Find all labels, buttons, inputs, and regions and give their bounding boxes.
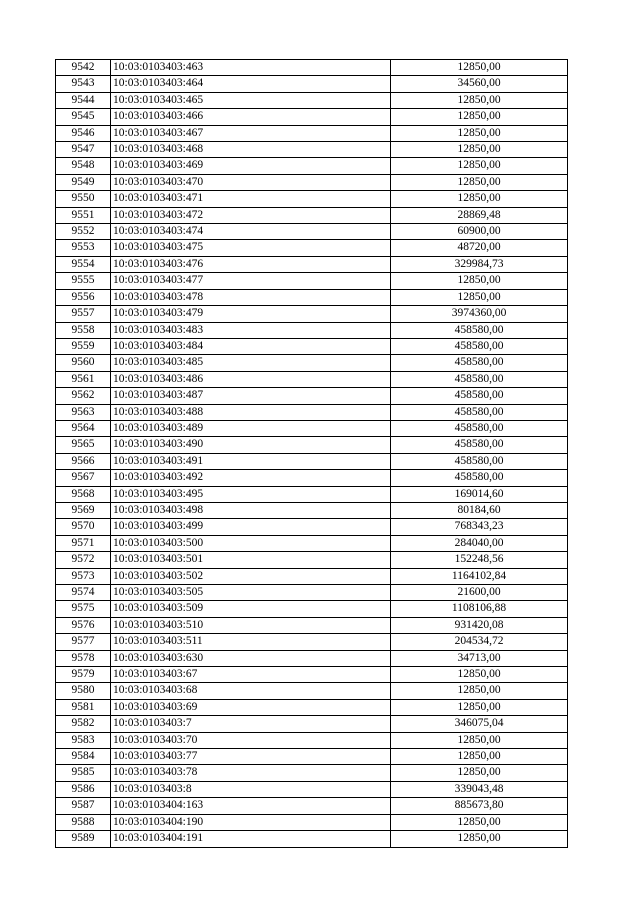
cadastral-code-cell: 10:03:0103404:163 xyxy=(111,798,391,814)
row-number-cell: 9576 xyxy=(56,617,111,633)
amount-cell: 458580,00 xyxy=(391,338,568,354)
table-row xyxy=(56,568,568,584)
table-row xyxy=(56,125,568,141)
cadastral-code-cell: 10:03:0103403:500 xyxy=(111,535,391,551)
amount-cell: 80184,60 xyxy=(391,502,568,518)
row-number-cell: 9550 xyxy=(56,191,111,207)
table-row xyxy=(56,585,568,601)
cadastral-code-cell: 10:03:0103403:463 xyxy=(111,60,391,76)
amount-cell: 458580,00 xyxy=(391,420,568,436)
table-row xyxy=(56,831,568,847)
table-row xyxy=(56,732,568,748)
table-row xyxy=(56,667,568,683)
amount-cell: 60900,00 xyxy=(391,224,568,240)
cadastral-code-cell: 10:03:0103403:501 xyxy=(111,552,391,568)
amount-cell: 284040,00 xyxy=(391,535,568,551)
amount-cell: 12850,00 xyxy=(391,683,568,699)
table-row xyxy=(56,224,568,240)
table-row xyxy=(56,453,568,469)
table-row xyxy=(56,437,568,453)
cadastral-code-cell: 10:03:0103403:509 xyxy=(111,601,391,617)
table-row xyxy=(56,60,568,76)
amount-cell: 1108106,88 xyxy=(391,601,568,617)
cadastral-code-cell: 10:03:0103403:495 xyxy=(111,486,391,502)
amount-cell: 329984,73 xyxy=(391,256,568,272)
cadastral-code-cell: 10:03:0103403:8 xyxy=(111,781,391,797)
table-row xyxy=(56,552,568,568)
row-number-cell: 9577 xyxy=(56,634,111,650)
cadastral-code-cell: 10:03:0103403:67 xyxy=(111,667,391,683)
row-number-cell: 9571 xyxy=(56,535,111,551)
table-row xyxy=(56,207,568,223)
row-number-cell: 9580 xyxy=(56,683,111,699)
amount-cell: 12850,00 xyxy=(391,749,568,765)
table-row xyxy=(56,158,568,174)
cadastral-code-cell: 10:03:0103403:477 xyxy=(111,273,391,289)
row-number-cell: 9585 xyxy=(56,765,111,781)
table-row xyxy=(56,289,568,305)
amount-cell: 21600,00 xyxy=(391,585,568,601)
row-number-cell: 9561 xyxy=(56,371,111,387)
row-number-cell: 9587 xyxy=(56,798,111,814)
row-number-cell: 9584 xyxy=(56,749,111,765)
table-row xyxy=(56,371,568,387)
row-number-cell: 9545 xyxy=(56,109,111,125)
row-number-cell: 9575 xyxy=(56,601,111,617)
cadastral-code-cell: 10:03:0103403:467 xyxy=(111,125,391,141)
amount-cell: 931420,08 xyxy=(391,617,568,633)
row-number-cell: 9578 xyxy=(56,650,111,666)
amount-cell: 12850,00 xyxy=(391,191,568,207)
cadastral-code-cell: 10:03:0103403:77 xyxy=(111,749,391,765)
row-number-cell: 9547 xyxy=(56,142,111,158)
cadastral-code-cell: 10:03:0103403:499 xyxy=(111,519,391,535)
amount-cell: 12850,00 xyxy=(391,289,568,305)
cadastral-code-cell: 10:03:0103403:478 xyxy=(111,289,391,305)
amount-cell: 458580,00 xyxy=(391,322,568,338)
row-number-cell: 9574 xyxy=(56,585,111,601)
row-number-cell: 9589 xyxy=(56,831,111,847)
amount-cell: 1164102,84 xyxy=(391,568,568,584)
table-body xyxy=(56,60,568,848)
row-number-cell: 9552 xyxy=(56,224,111,240)
amount-cell: 204534,72 xyxy=(391,634,568,650)
table-row xyxy=(56,174,568,190)
amount-cell: 458580,00 xyxy=(391,453,568,469)
amount-cell: 12850,00 xyxy=(391,667,568,683)
table-row xyxy=(56,749,568,765)
table-row xyxy=(56,781,568,797)
amount-cell: 12850,00 xyxy=(391,765,568,781)
row-number-cell: 9544 xyxy=(56,92,111,108)
cadastral-code-cell: 10:03:0103403:483 xyxy=(111,322,391,338)
table-row xyxy=(56,601,568,617)
amount-cell: 458580,00 xyxy=(391,388,568,404)
table-row xyxy=(56,617,568,633)
table-row xyxy=(56,470,568,486)
cadastral-code-cell: 10:03:0103403:474 xyxy=(111,224,391,240)
table-row xyxy=(56,502,568,518)
cadastral-code-cell: 10:03:0103403:487 xyxy=(111,388,391,404)
amount-cell: 12850,00 xyxy=(391,142,568,158)
cadastral-code-cell: 10:03:0103403:486 xyxy=(111,371,391,387)
amount-cell: 458580,00 xyxy=(391,371,568,387)
table-row xyxy=(56,256,568,272)
cadastral-code-cell: 10:03:0103403:488 xyxy=(111,404,391,420)
table-row xyxy=(56,486,568,502)
cadastral-code-cell: 10:03:0103403:7 xyxy=(111,716,391,732)
row-number-cell: 9569 xyxy=(56,502,111,518)
row-number-cell: 9553 xyxy=(56,240,111,256)
table-row xyxy=(56,322,568,338)
data-table xyxy=(55,59,568,848)
row-number-cell: 9567 xyxy=(56,470,111,486)
row-number-cell: 9581 xyxy=(56,699,111,715)
amount-cell: 458580,00 xyxy=(391,437,568,453)
table-row xyxy=(56,683,568,699)
cadastral-code-cell: 10:03:0103403:466 xyxy=(111,109,391,125)
amount-cell: 34560,00 xyxy=(391,76,568,92)
amount-cell: 12850,00 xyxy=(391,814,568,830)
cadastral-code-cell: 10:03:0103403:489 xyxy=(111,420,391,436)
cadastral-code-cell: 10:03:0103403:630 xyxy=(111,650,391,666)
amount-cell: 28869,48 xyxy=(391,207,568,223)
cadastral-code-cell: 10:03:0103403:475 xyxy=(111,240,391,256)
table-row xyxy=(56,634,568,650)
amount-cell: 12850,00 xyxy=(391,699,568,715)
cadastral-code-cell: 10:03:0103403:505 xyxy=(111,585,391,601)
row-number-cell: 9572 xyxy=(56,552,111,568)
row-number-cell: 9586 xyxy=(56,781,111,797)
row-number-cell: 9543 xyxy=(56,76,111,92)
amount-cell: 885673,80 xyxy=(391,798,568,814)
row-number-cell: 9556 xyxy=(56,289,111,305)
amount-cell: 169014,60 xyxy=(391,486,568,502)
table-row xyxy=(56,519,568,535)
cadastral-code-cell: 10:03:0103403:511 xyxy=(111,634,391,650)
amount-cell: 152248,56 xyxy=(391,552,568,568)
amount-cell: 768343,23 xyxy=(391,519,568,535)
row-number-cell: 9548 xyxy=(56,158,111,174)
amount-cell: 458580,00 xyxy=(391,470,568,486)
cadastral-code-cell: 10:03:0103403:470 xyxy=(111,174,391,190)
table-row xyxy=(56,765,568,781)
row-number-cell: 9542 xyxy=(56,60,111,76)
cadastral-code-cell: 10:03:0103403:476 xyxy=(111,256,391,272)
amount-cell: 458580,00 xyxy=(391,404,568,420)
row-number-cell: 9554 xyxy=(56,256,111,272)
cadastral-code-cell: 10:03:0103403:464 xyxy=(111,76,391,92)
cadastral-code-cell: 10:03:0103403:468 xyxy=(111,142,391,158)
amount-cell: 12850,00 xyxy=(391,174,568,190)
amount-cell: 339043,48 xyxy=(391,781,568,797)
cadastral-code-cell: 10:03:0103403:78 xyxy=(111,765,391,781)
table-row xyxy=(56,798,568,814)
row-number-cell: 9559 xyxy=(56,338,111,354)
row-number-cell: 9573 xyxy=(56,568,111,584)
row-number-cell: 9558 xyxy=(56,322,111,338)
amount-cell: 346075,04 xyxy=(391,716,568,732)
cadastral-code-cell: 10:03:0103403:472 xyxy=(111,207,391,223)
cadastral-code-cell: 10:03:0103403:68 xyxy=(111,683,391,699)
cadastral-code-cell: 10:03:0103404:190 xyxy=(111,814,391,830)
amount-cell: 458580,00 xyxy=(391,355,568,371)
cadastral-code-cell: 10:03:0103403:484 xyxy=(111,338,391,354)
cadastral-code-cell: 10:03:0103403:502 xyxy=(111,568,391,584)
cadastral-code-cell: 10:03:0103403:491 xyxy=(111,453,391,469)
table-row xyxy=(56,535,568,551)
row-number-cell: 9551 xyxy=(56,207,111,223)
row-number-cell: 9555 xyxy=(56,273,111,289)
row-number-cell: 9568 xyxy=(56,486,111,502)
amount-cell: 48720,00 xyxy=(391,240,568,256)
table-row xyxy=(56,240,568,256)
table-row xyxy=(56,191,568,207)
table-row xyxy=(56,355,568,371)
cadastral-code-cell: 10:03:0103403:485 xyxy=(111,355,391,371)
row-number-cell: 9565 xyxy=(56,437,111,453)
row-number-cell: 9564 xyxy=(56,420,111,436)
row-number-cell: 9583 xyxy=(56,732,111,748)
amount-cell: 12850,00 xyxy=(391,109,568,125)
amount-cell: 12850,00 xyxy=(391,273,568,289)
cadastral-code-cell: 10:03:0103403:498 xyxy=(111,502,391,518)
table-row xyxy=(56,306,568,322)
table-row xyxy=(56,650,568,666)
table-row xyxy=(56,142,568,158)
cadastral-code-cell: 10:03:0103403:469 xyxy=(111,158,391,174)
row-number-cell: 9588 xyxy=(56,814,111,830)
table-row xyxy=(56,420,568,436)
cadastral-code-cell: 10:03:0103403:479 xyxy=(111,306,391,322)
table-row xyxy=(56,273,568,289)
row-number-cell: 9566 xyxy=(56,453,111,469)
cadastral-code-cell: 10:03:0103403:70 xyxy=(111,732,391,748)
cadastral-code-cell: 10:03:0103403:465 xyxy=(111,92,391,108)
cadastral-code-cell: 10:03:0103403:471 xyxy=(111,191,391,207)
amount-cell: 12850,00 xyxy=(391,831,568,847)
cadastral-code-cell: 10:03:0103404:191 xyxy=(111,831,391,847)
table-row xyxy=(56,716,568,732)
row-number-cell: 9579 xyxy=(56,667,111,683)
amount-cell: 12850,00 xyxy=(391,92,568,108)
cadastral-code-cell: 10:03:0103403:69 xyxy=(111,699,391,715)
table-row xyxy=(56,109,568,125)
row-number-cell: 9560 xyxy=(56,355,111,371)
amount-cell: 12850,00 xyxy=(391,125,568,141)
row-number-cell: 9562 xyxy=(56,388,111,404)
table-row xyxy=(56,388,568,404)
row-number-cell: 9563 xyxy=(56,404,111,420)
cadastral-code-cell: 10:03:0103403:490 xyxy=(111,437,391,453)
row-number-cell: 9570 xyxy=(56,519,111,535)
row-number-cell: 9557 xyxy=(56,306,111,322)
amount-cell: 3974360,00 xyxy=(391,306,568,322)
cadastral-code-cell: 10:03:0103403:492 xyxy=(111,470,391,486)
table-row xyxy=(56,814,568,830)
cadastral-code-cell: 10:03:0103403:510 xyxy=(111,617,391,633)
row-number-cell: 9546 xyxy=(56,125,111,141)
amount-cell: 12850,00 xyxy=(391,732,568,748)
amount-cell: 34713,00 xyxy=(391,650,568,666)
amount-cell: 12850,00 xyxy=(391,60,568,76)
row-number-cell: 9549 xyxy=(56,174,111,190)
table-row xyxy=(56,404,568,420)
table-row xyxy=(56,699,568,715)
table-row xyxy=(56,338,568,354)
table-row xyxy=(56,76,568,92)
row-number-cell: 9582 xyxy=(56,716,111,732)
table-row xyxy=(56,92,568,108)
amount-cell: 12850,00 xyxy=(391,158,568,174)
